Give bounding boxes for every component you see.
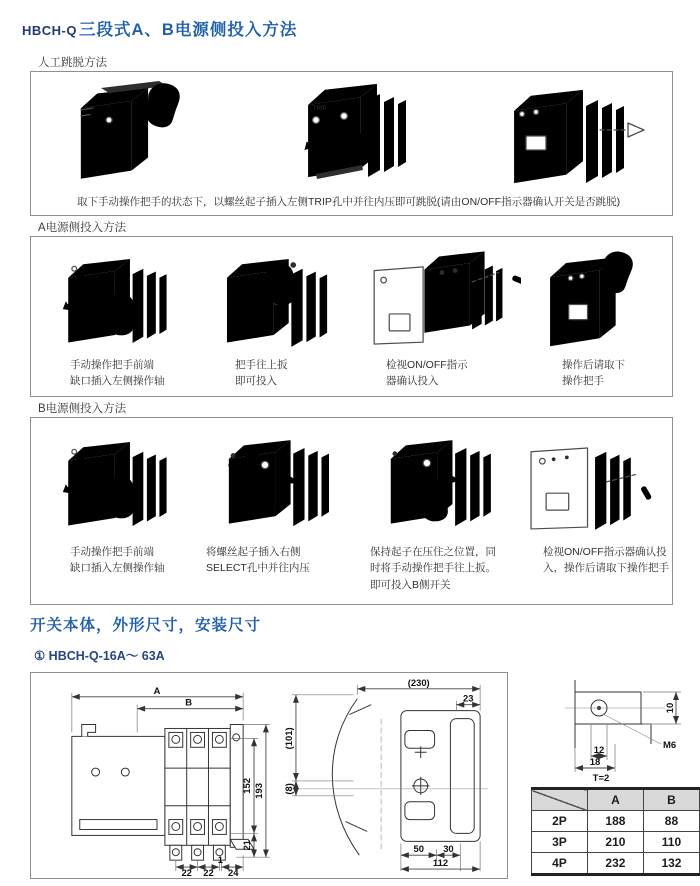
- illustration-trip-step1: [49, 76, 229, 188]
- dim-side-30: 30: [443, 843, 454, 855]
- dim-side-8: (8): [282, 783, 294, 795]
- title-text: 三段式A、B电源侧投入方法: [79, 21, 298, 39]
- side-b-frame: [30, 417, 673, 605]
- side-view-drawing: [279, 675, 504, 877]
- dim-front-a: A: [153, 684, 161, 696]
- illustration-a-step2: [201, 241, 361, 353]
- dim-detail-m6: M6: [663, 740, 677, 751]
- illustration-b-step4: [516, 424, 676, 536]
- dim-front-b: B: [185, 696, 193, 708]
- dim-detail-18: 18: [589, 757, 601, 768]
- illustration-a-step3: [361, 241, 521, 353]
- table-cell-pole: 2P: [532, 811, 588, 832]
- table-cell-b: 132: [643, 853, 699, 875]
- illustration-b-step1: [46, 424, 206, 536]
- b-step4-caption: 检视ON/OFF指示器确认投 入，操作后请取下操作把手: [543, 546, 669, 575]
- dimensions-title: 开关本体，外形尺寸，安装尺寸: [30, 617, 262, 634]
- page-title: [22, 16, 297, 40]
- dimensions-subtitle: ① HBCH-Q-16A～ 63A: [34, 649, 165, 663]
- dim-side-230: (230): [407, 676, 430, 688]
- dim-front-21: 21: [241, 840, 253, 851]
- b-step3-caption: 保持起子在压住之位置，同 时将手动操作把手往上扳。 即可投入B侧开关: [370, 546, 496, 591]
- table-corner-cell: [532, 789, 588, 811]
- illustration-trip-step2: [266, 74, 456, 186]
- model-code: HBCH-Q: [22, 23, 77, 38]
- dim-front-1: 1: [217, 854, 223, 866]
- a-step1-caption: 手动操作把手前端 缺口插入左侧操作轴: [70, 359, 165, 388]
- dim-side-101: (101): [282, 727, 294, 750]
- front-view-drawing: [37, 675, 275, 877]
- b-step2-caption: 将螺丝起子插入右侧 SELECT孔中并往内压: [206, 546, 310, 575]
- dim-front-22a: 22: [181, 867, 192, 877]
- table-cell-pole: 4P: [532, 853, 588, 875]
- table-cell-b: 88: [643, 811, 699, 832]
- table-row: [532, 853, 700, 875]
- illustration-a-step4: [516, 241, 676, 353]
- dim-side-50: 50: [413, 843, 424, 855]
- trip-hole-label: TRIP: [313, 106, 327, 112]
- table-cell-a: 232: [587, 853, 643, 875]
- dim-side-112: 112: [432, 857, 449, 869]
- illustration-trip-step3: [486, 78, 666, 190]
- illustration-a-step1: [46, 241, 206, 353]
- table-cell-b: 110: [643, 832, 699, 853]
- manual-trip-caption: 取下手动操作把手的状态下，以螺丝起子插入左侧TRIP孔中并往内压即可跳脱(请由ON/OFF指示器确认开关是否跳脱): [77, 196, 621, 208]
- dimension-drawing-frame: [30, 672, 508, 879]
- table-cell-a: 188: [587, 811, 643, 832]
- a-step3-caption: 检视ON/OFF指示 器确认投入: [386, 359, 468, 388]
- table-cell-a: 210: [587, 832, 643, 853]
- dim-front-24: 24: [228, 867, 239, 877]
- section-label-side-b: B电源侧投入方法: [38, 403, 127, 415]
- dimension-table: [531, 787, 700, 876]
- section-label-side-a: A电源侧投入方法: [38, 222, 127, 234]
- dim-detail-12: 12: [593, 745, 605, 756]
- illustration-b-step2: [201, 424, 361, 536]
- dim-detail-t2: T=2: [592, 773, 610, 784]
- mounting-detail-drawing: [545, 668, 697, 784]
- dim-detail-10: 10: [665, 702, 676, 714]
- dim-front-152: 152: [241, 778, 253, 794]
- illustration-b-step3: [361, 424, 521, 536]
- b-step1-caption: 手动操作把手前端 缺口插入左侧操作轴: [70, 546, 165, 575]
- table-cell-pole: 3P: [532, 832, 588, 853]
- table-header-a: A: [587, 789, 643, 811]
- dim-front-22b: 22: [203, 867, 214, 877]
- manual-trip-frame: [30, 71, 673, 216]
- table-row: [532, 832, 700, 853]
- table-row: [532, 811, 700, 832]
- dim-side-23: 23: [463, 692, 474, 704]
- dim-front-193: 193: [252, 783, 264, 799]
- a-step2-caption: 把手往上扳 即可投入: [235, 359, 288, 388]
- side-a-frame: [30, 236, 673, 397]
- section-label-manual-trip: 人工跳脱方法: [38, 57, 107, 69]
- table-header-b: B: [643, 789, 699, 811]
- a-step4-caption: 操作后请取下 操作把手: [562, 359, 625, 388]
